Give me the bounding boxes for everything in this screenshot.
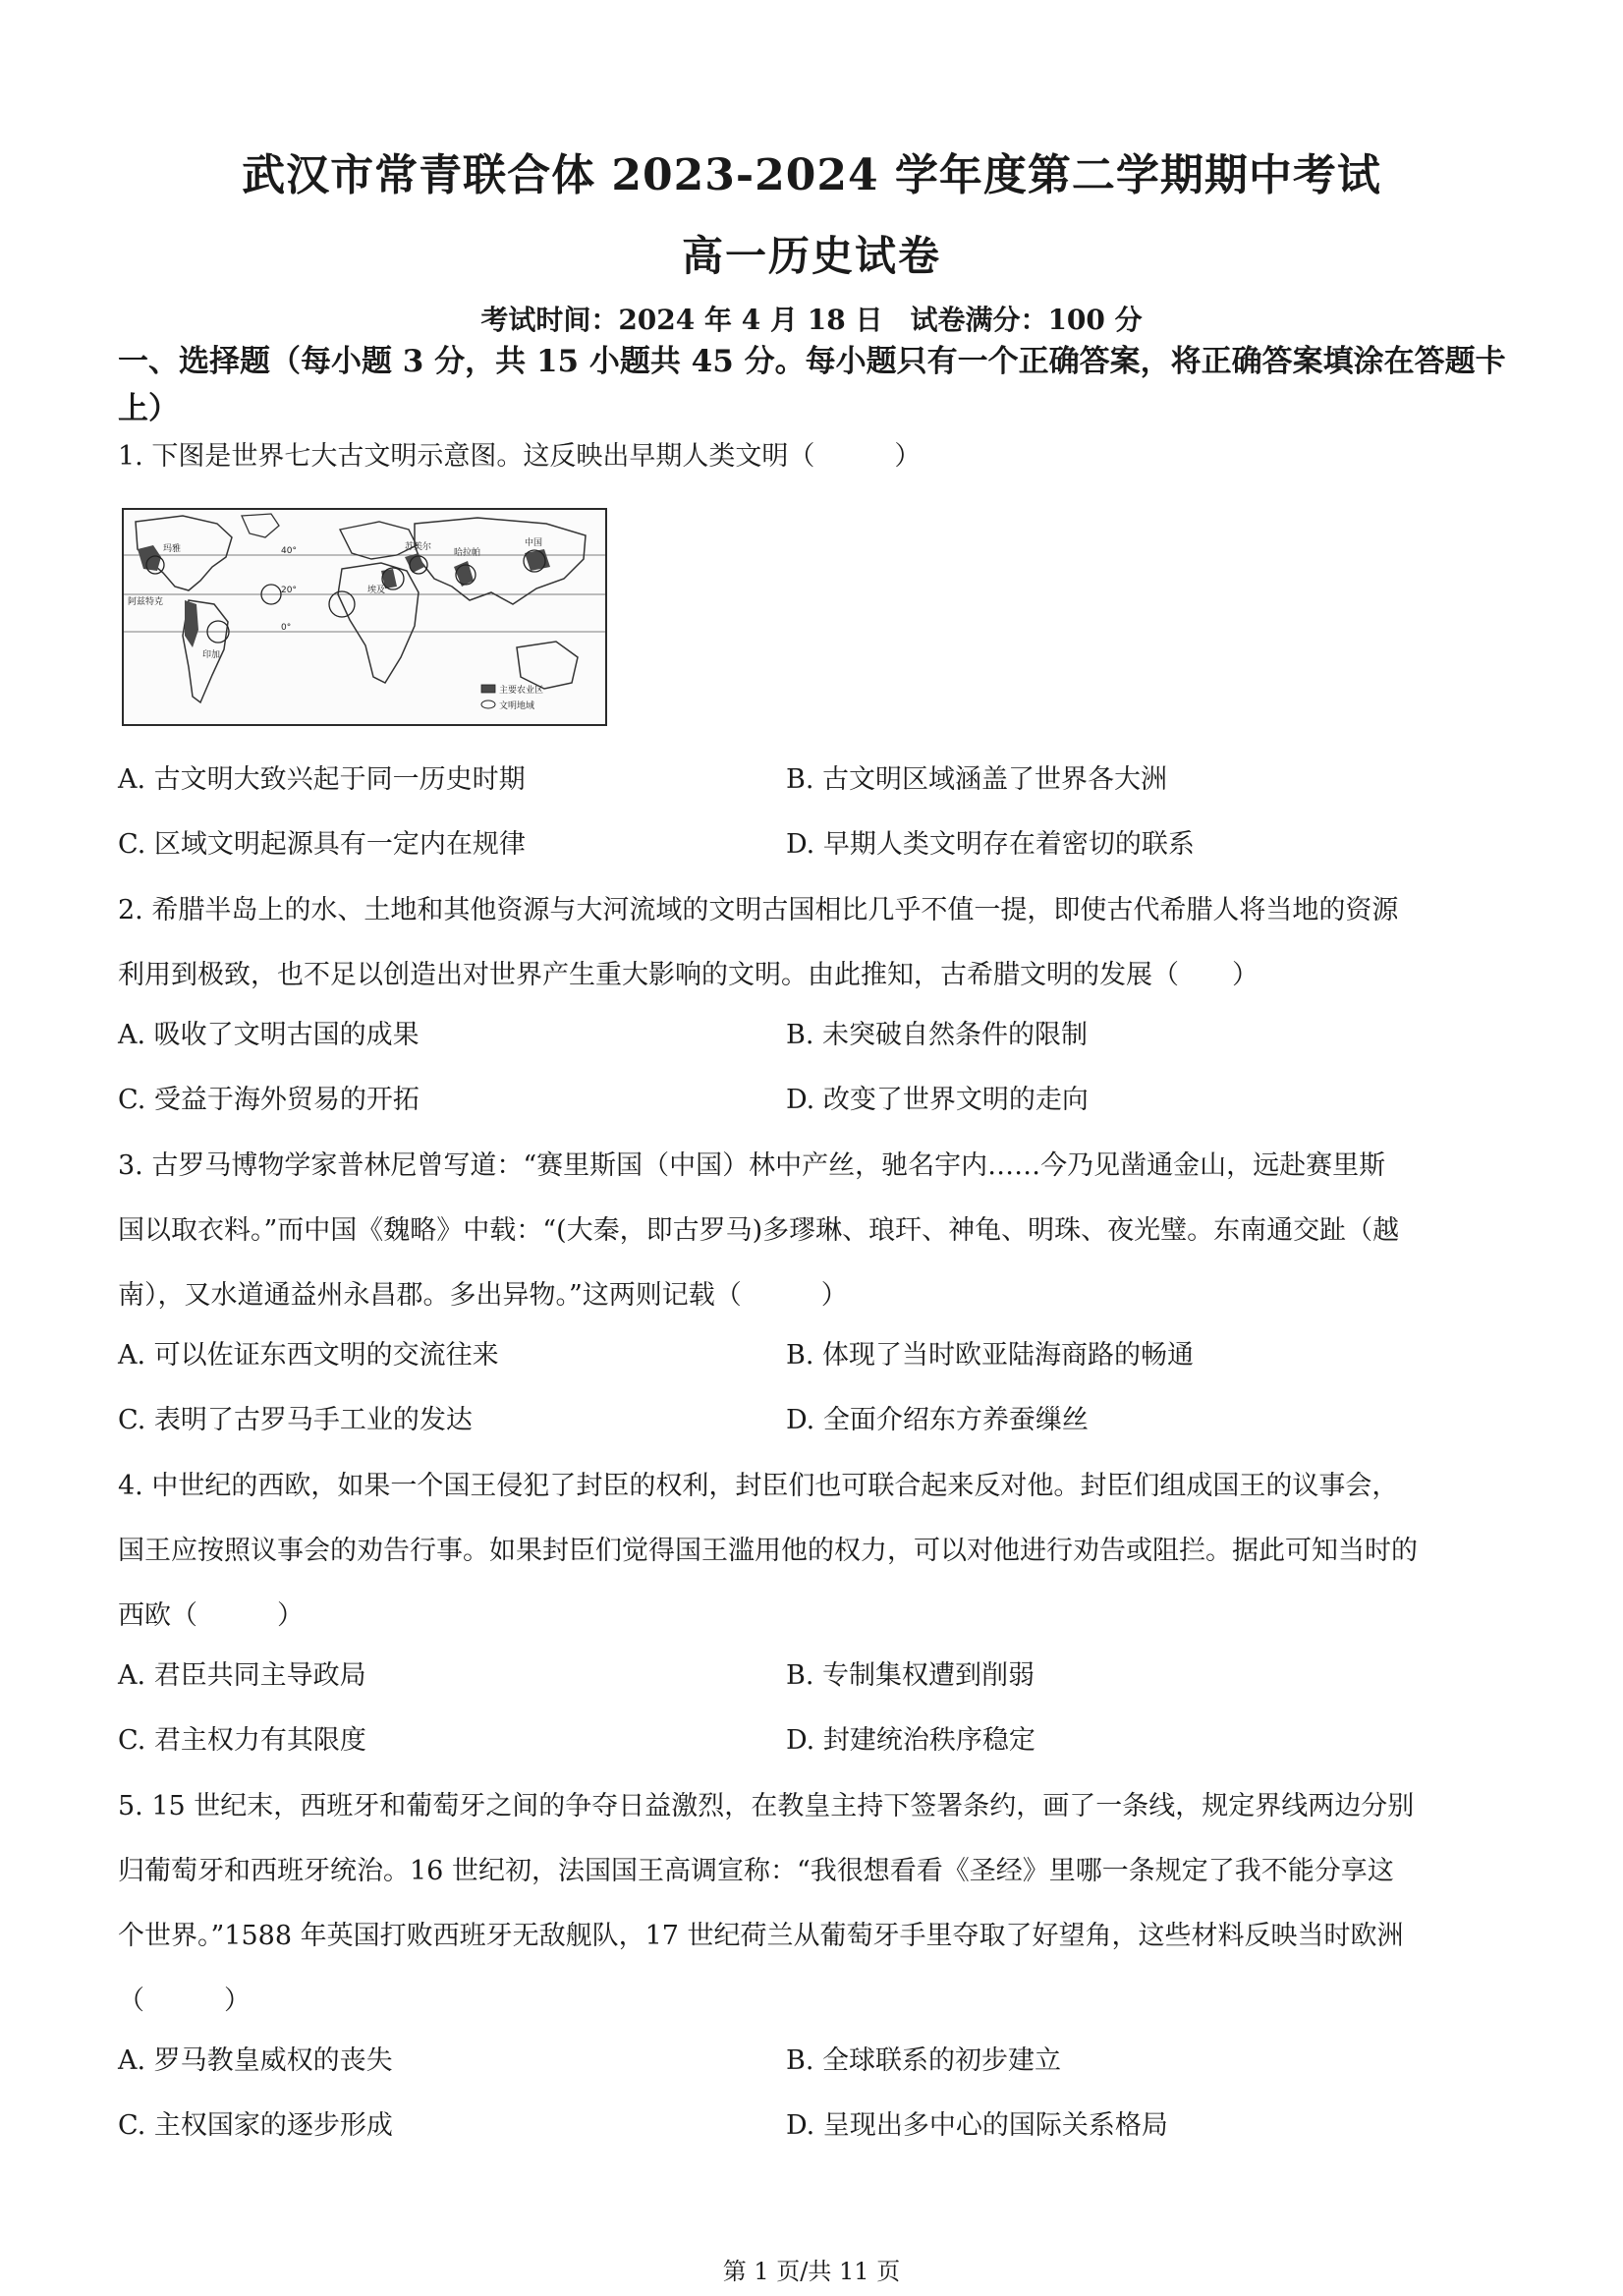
map-label-harappa: 哈拉帕 (454, 548, 481, 558)
q1-option-a: A. 古文明大致兴起于同一历史时期 (118, 764, 526, 795)
q4-option-b: B. 专制集权遭到削弱 (786, 1660, 1035, 1691)
question-line: 2. 希腊半岛上的水、土地和其他资源与大河流域的文明古国相比几乎不值一提，即使古代希腊人将当地的资源 (118, 895, 1399, 925)
lat-label-40: 40° (281, 546, 297, 556)
question-1 (118, 424, 1523, 489)
question-line: 4. 中世纪的西欧，如果一个国王侵犯了封臣的权利，封臣们也可联合起来反对他。封臣们组成国王的议事会， (118, 1471, 1399, 1501)
map-label-inca: 印加 (202, 650, 221, 660)
section-heading: 一、选择题（每小题 3 分，共 15 小题共 45 分。每小题只有一个正确答案，将正确答案填涂在答题卡上） (118, 344, 1506, 426)
q4-option-c: C. 君主权力有其限度 (118, 1725, 366, 1756)
question-5 (118, 1774, 1523, 2034)
q2-option-d: D. 改变了世界文明的走向 (786, 1085, 1089, 1115)
q3-option-b: B. 体现了当时欧亚陆海商路的畅通 (786, 1340, 1195, 1371)
exam-info: 考试时间：2024 年 4 月 18 日 试卷满分：100 分 (480, 304, 1143, 336)
question-line: 国王应按照议事会的劝告行事。如果封臣们觉得国王滥用他的权力，可以对他进行劝告或阻拦。据此可知当时的 (118, 1536, 1418, 1566)
question-2 (118, 878, 1523, 1008)
question-4 (118, 1454, 1523, 1649)
question-line: 3. 古罗马博物学家普林尼曾写道：“赛里斯国（中国）林中产丝，驰名宇内……今乃见凿通金山，远赴赛里斯 (118, 1150, 1386, 1181)
question-line: 西欧（ ） (118, 1600, 304, 1631)
q1-option-b: B. 古文明区域涵盖了世界各大洲 (786, 764, 1168, 795)
question-line: 5. 15 世纪末，西班牙和葡萄牙之间的争夺日益激烈，在教皇主持下签署条约，画了一条线，规定界线两边分别 (118, 1791, 1415, 1821)
question-line: 个世界。”1588 年英国打败西班牙无敌舰队，17 世纪荷兰从葡萄牙手里夺取了好望角，这些材料反映当时欧洲 (118, 1921, 1404, 1951)
q5-option-b: B. 全球联系的初步建立 (786, 2045, 1062, 2076)
question-line: （ ） (118, 1986, 251, 2016)
ancient-civilizations-map (122, 508, 607, 726)
map-label-china: 中国 (525, 538, 543, 548)
question-line: 国以取衣料。”而中国《魏略》中载：“(大秦，即古罗马)多璆琳、琅玕、神龟、明珠、夜光璧。东南通交趾（越 (118, 1215, 1400, 1246)
q1-option-d: D. 早期人类文明存在着密切的联系 (786, 829, 1195, 860)
q1-option-c: C. 区域文明起源具有一定内在规律 (118, 829, 526, 860)
map-label-sumer: 苏美尔 (405, 542, 432, 552)
legend-agriculture: 主要农业区 (499, 686, 544, 696)
question-line: 利用到极致，也不足以创造出对世界产生重大影响的文明。由此推知，古希腊文明的发展（ ） (118, 960, 1259, 990)
map-label-maya: 玛雅 (163, 544, 182, 554)
exam-subtitle: 高一历史试卷 (681, 232, 941, 280)
question-line: 1. 下图是世界七大古文明示意图。这反映出早期人类文明（ ） (118, 441, 922, 472)
page-footer: 第 1 页/共 11 页 (722, 2258, 901, 2285)
question-line: 归葡萄牙和西班牙统治。16 世纪初，法国国王高调宣称：“我很想看看《圣经》里哪一条规定了我不能分享这 (118, 1856, 1394, 1886)
q4-option-d: D. 封建统治秩序稳定 (786, 1725, 1035, 1756)
map-label-egypt: 埃及 (367, 586, 386, 595)
q3-option-d: D. 全面介绍东方养蚕缫丝 (786, 1405, 1089, 1435)
q3-option-c: C. 表明了古罗马手工业的发达 (118, 1405, 473, 1435)
q2-option-c: C. 受益于海外贸易的开拓 (118, 1085, 420, 1115)
exam-title: 武汉市常青联合体 2023-2024 学年度第二学期期中考试 (242, 150, 1381, 200)
q5-option-d: D. 呈现出多中心的国际关系格局 (786, 2110, 1168, 2141)
q5-option-c: C. 主权国家的逐步形成 (118, 2110, 393, 2141)
q2-option-b: B. 未突破自然条件的限制 (786, 1020, 1089, 1050)
q5-option-a: A. 罗马教皇威权的丧失 (118, 2045, 393, 2076)
question-3 (118, 1134, 1523, 1328)
q2-option-a: A. 吸收了文明古国的成果 (118, 1020, 420, 1050)
legend-civilization: 文明地域 (499, 701, 535, 711)
lat-label-0: 0° (281, 623, 292, 633)
map-label-aztec: 阿兹特克 (128, 597, 164, 607)
lat-label-20: 20° (281, 586, 297, 595)
q4-option-a: A. 君臣共同主导政局 (118, 1660, 366, 1691)
q3-option-a: A. 可以佐证东西文明的交流往来 (118, 1340, 499, 1371)
question-line: 南），又水道通益州永昌郡。多出异物。”这两则记载（ ） (118, 1280, 848, 1311)
